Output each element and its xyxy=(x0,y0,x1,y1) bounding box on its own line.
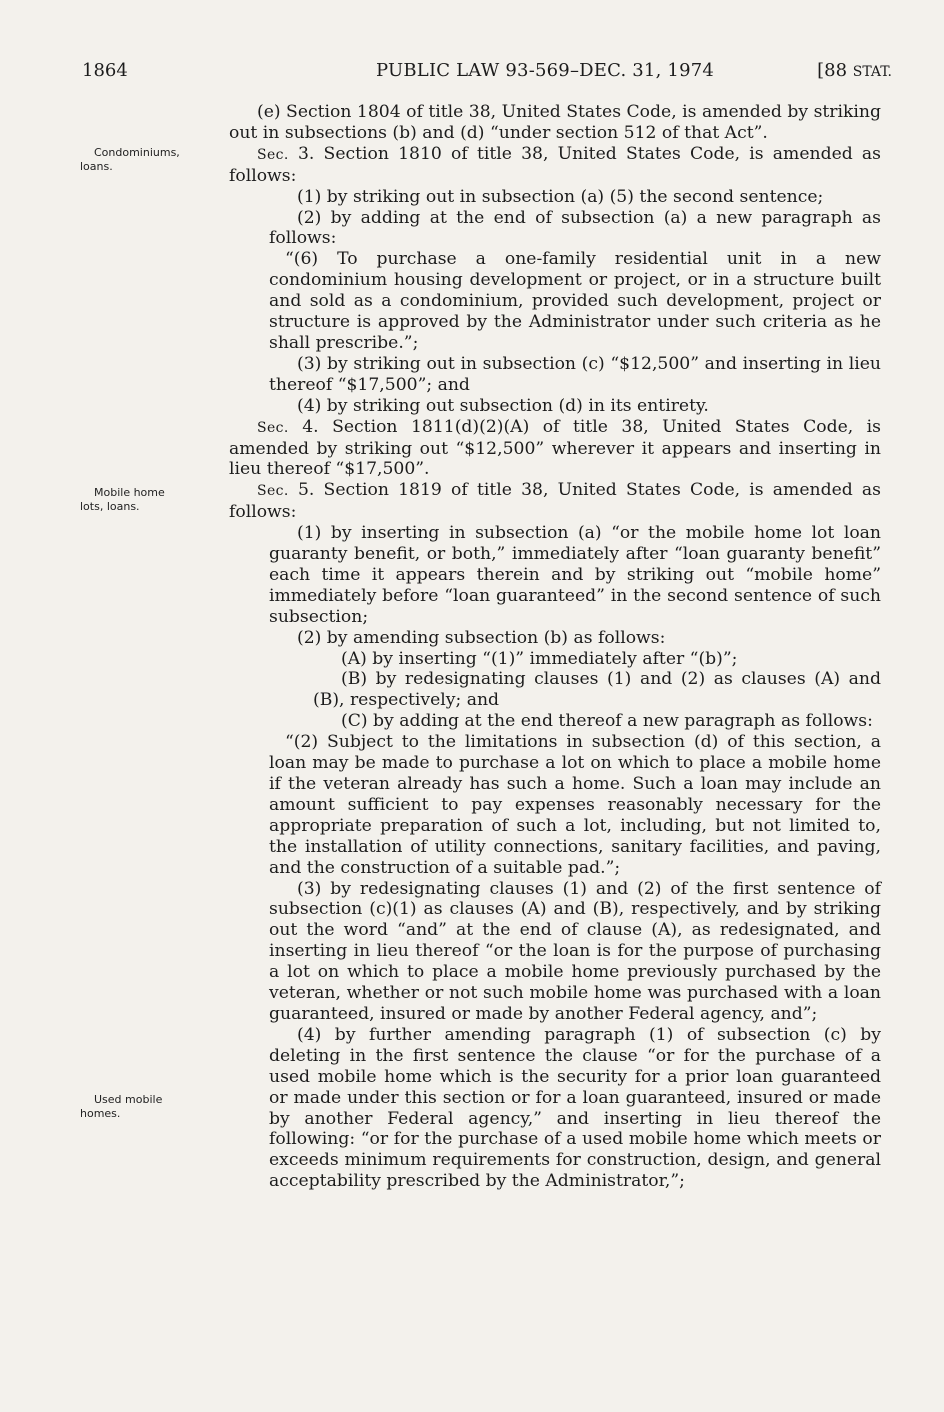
margin-note-condominiums xyxy=(80,146,212,174)
sec-abbreviation: Sec. xyxy=(257,483,289,500)
section-3-text: 3. Section 1810 of title 38, United States Code, is amended as follows: xyxy=(229,143,881,186)
page-number: 1864 xyxy=(82,60,128,81)
section-4-text: 4. Section 1811(d)(2)(A) of title 38, United States Code, is amended by striking out “$12,500” wherever it appears and inserting in lieu thereof “$17,500”. xyxy=(229,416,881,480)
sec5-clause-3: (3) by redesignating clauses (1) and (2) of the first sentence of subsection (c)(1) as clauses (A) and (B), respectively, and by striking out the word “and” at the end of clause (A), as redesignated, and inserting in lieu thereof “or the loan is for the purpose of purchasing a lot on which to place a mobile home previously purchased by the veteran, whether or not such mobile home was purchased with a loan guaranteed, insured or made by another Federal agency, and”; xyxy=(269,878,881,1024)
volume-suffix: STAT. xyxy=(852,64,892,80)
quoted-paragraph-6-text: “(6) To purchase a one-family residential unit in a new condominium housing development or project, or in a structure built and sold as a condominium, provided such development, project or structure is approved by the Administrator under such criteria as he shall prescribe.”; xyxy=(269,249,881,353)
margin-note-line: Mobile home xyxy=(94,486,165,499)
section-3-heading xyxy=(229,144,881,187)
sec5-subclause-B: (B) by redesignating clauses (1) and (2) as clauses (A) and (B), respectively; and xyxy=(313,669,881,711)
sec3-clause-3: (3) by striking out in subsection (c) “$12,500” and inserting in lieu thereof “$17,500”; and xyxy=(269,353,881,395)
margin-note-used-mobile-homes xyxy=(80,1093,212,1121)
paragraph-e: (e) Section 1804 of title 38, United States Code, is amended by striking out in subsections (b) and (d) “under section 512 of that Act”. xyxy=(229,102,881,143)
sec3-quoted-paragraph-6 xyxy=(229,249,881,354)
sec5-clause-1: (1) by inserting in subsection (a) “or the mobile home lot loan guaranty benefit, or both,” immediately after “loan guaranty benefit” each time it appears therein and by striking out “mobile home” immediately before “loan guaranteed” in the second sentence of such subsection; xyxy=(269,523,881,627)
running-head: PUBLIC LAW 93-569–DEC. 31, 1974 xyxy=(376,60,715,81)
section-5-text: 5. Section 1819 of title 38, United States Code, is amended as follows: xyxy=(229,480,881,523)
sec3-clause-4: (4) by striking out subsection (d) in its entirety. xyxy=(297,395,709,416)
margin-note-line: lots, loans. xyxy=(80,500,140,513)
sec-abbreviation: Sec. xyxy=(257,419,289,436)
volume-prefix: [88 xyxy=(817,60,853,81)
sec3-clause-1: (1) by striking out in subsection (a) (5) the second sentence; xyxy=(297,186,824,207)
page-header xyxy=(82,60,892,86)
margin-note-line: Used mobile xyxy=(94,1093,163,1106)
margin-note-line: Condominiums, xyxy=(94,146,180,159)
sec5-subclause-A: (A) by inserting “(1)” immediately after “(b)”; xyxy=(341,648,738,669)
statute-text xyxy=(229,102,881,1192)
sec5-clause-4: (4) by further amending paragraph (1) of subsection (c) by deleting in the first sentence the clause “or for the purchase of a used mobile home which is the security for a prior loan guaranteed or made under this section or for a loan guaranteed, insured or made by another Federal agency,” and inserting in lieu thereof the following: “or for the purchase of a used mobile home which meets or exceeds minimum requirements for construction, design, and general acceptability prescribed by the Administrator,”; xyxy=(269,1024,881,1192)
sec3-clause-2: (2) by adding at the end of subsection (a) a new paragraph as follows: xyxy=(269,207,881,249)
sec-abbreviation: Sec. xyxy=(257,146,289,163)
sec5-clause-2: (2) by amending subsection (b) as follows: xyxy=(297,627,666,648)
margin-note-mobile-home-lots xyxy=(80,486,212,514)
section-5-heading xyxy=(229,480,881,523)
sec5-quoted-paragraph-2: “(2) Subject to the limitations in subsection (d) of this section, a loan may be made to purchase a lot on which to place a mobile home if the veteran already has such a home. Such a loan may include an amount sufficient to pay expenses reasonably necessary for the appropriate preparation of such a lot, including, but not limited to, the installation of utility connections, sanitary facilities, and paving, and the construction of a suitable pad.”; xyxy=(269,732,881,878)
margin-note-line: loans. xyxy=(80,160,113,173)
section-4 xyxy=(229,417,881,481)
margin-note-line: homes. xyxy=(80,1107,121,1120)
volume-reference xyxy=(817,60,892,81)
sec5-subclause-C: (C) by adding at the end thereof a new paragraph as follows: xyxy=(341,711,873,732)
